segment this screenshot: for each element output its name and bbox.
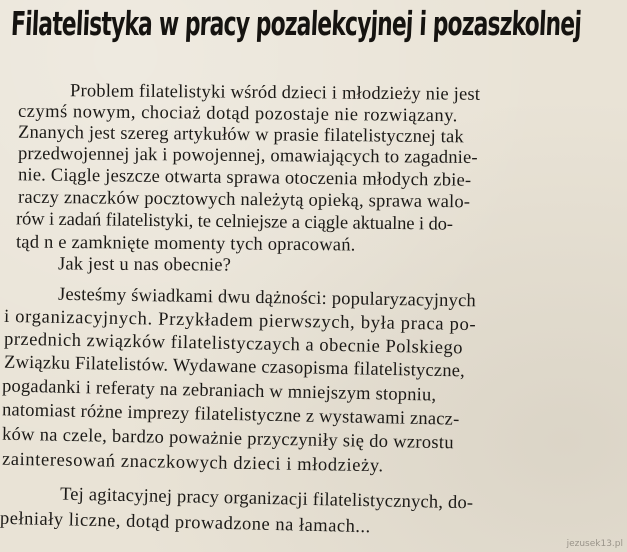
watermark: jezusek13.pl <box>566 539 623 549</box>
text-line-2: czymś nowym, chociaż dotąd pozostaje nie rozwiązany. <box>17 101 458 127</box>
headline-area <box>0 0 627 60</box>
text-line-9: Jak jest u nas obecnie? <box>57 254 232 276</box>
text-line-1: Problem filatelistyki wśród dzieci i młodzieży nie jest <box>69 81 481 105</box>
text-line-7: rów i zadań filatelistyki, te celniejsze a ciągle aktualne i do- <box>15 209 454 235</box>
text-line-16: ków na czele, bardzo poważnie przyczyniły się do wzrostu <box>1 424 455 454</box>
text-line-13: Związku Filatelistów. Wydawane czasopisma filatelistyczne, <box>3 352 466 382</box>
article-headline: Filatelistyka w pracy pozalekcyjnej i pozaszkolnej <box>10 4 582 43</box>
text-line-8: tąd n e zamknięte momenty tych opracowań. <box>15 232 356 256</box>
text-line-4: przedwojennej jak i powojennej, omawiających to zagadnie- <box>17 143 478 169</box>
text-line-15: natomiast różne imprezy filatelistyczne z wystawami znacz- <box>1 400 460 430</box>
text-line-3: Znanych jest szereg artykułów w prasie filatelistycznej tak <box>17 122 464 148</box>
text-line-17: zainteresowań znaczkowych dzieci i młodzieży. <box>1 449 384 477</box>
text-line-6: raczy znaczków pocztowych należytą opieką, sprawa walo- <box>17 187 471 213</box>
text-line-5: nie. Ciągle jeszcze otwarta sprawa otoczenia młodych zbie- <box>17 165 472 191</box>
text-line-18: Tej agitacyjnej pracy organizacji filatelistycznych, do- <box>59 484 474 514</box>
text-line-12: przednich związków filatelistyczaych a obecnie Polskiego <box>3 329 464 359</box>
text-line-11: i organizacyjnych. Przykładem pierwszych, była praca po- <box>3 306 477 336</box>
text-line-10: Jesteśmy świadkami dwu dążności: popularyzacyjnych <box>57 284 477 312</box>
text-line-14: pogadanki i referaty na zebraniach w mniejszym stopniu, <box>1 376 437 406</box>
text-line-19: pełniały liczne, dotąd prowadzone na łamach... <box>0 508 371 538</box>
